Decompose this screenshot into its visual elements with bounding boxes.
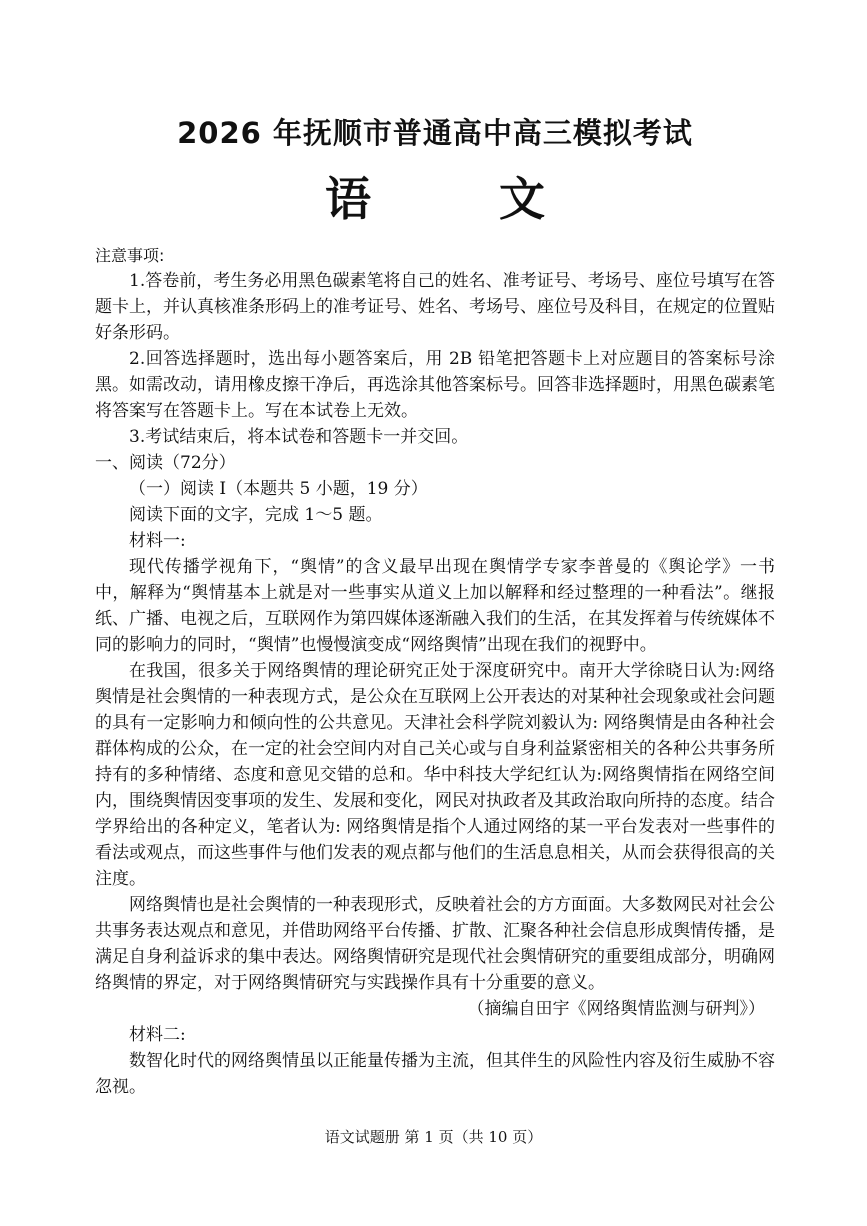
- notice-item-3: 3.考试结束后，将本试卷和答题卡一并交回。: [129, 427, 469, 447]
- page-footer: 语文试题册 第 1 页（共 10 页）: [324, 1128, 543, 1146]
- material-two-paragraph-1: 数智化时代的网络舆情虽以正能量传播为主流，但其伴生的风险性内容及衍生威胁不容忽视。: [95, 1051, 775, 1097]
- notice-heading: 注意事项:: [95, 246, 165, 265]
- exam-page: [95, 110, 775, 1100]
- material-one-label: 材料一:: [129, 531, 186, 551]
- subject-title: 语 文: [324, 172, 601, 226]
- material-two-label: 材料二:: [129, 1025, 186, 1045]
- sub-section-heading: （一）阅读 I（本题共 5 小题，19 分）: [129, 479, 428, 499]
- exam-title: 2026 年抚顺市普通高中高三模拟考试: [177, 116, 693, 150]
- reading-instruction: 阅读下面的文字，完成 1～5 题。: [129, 505, 383, 525]
- reading-section: [95, 450, 775, 1100]
- section-heading: 一、阅读（72分）: [95, 453, 236, 473]
- notice-section: [95, 244, 775, 450]
- notice-item-1: 1.答卷前，考生务必用黑色碳素笔将自己的姓名、准考证号、考场号、座位号填写在答题卡上，并认真核准条形码上的准考证号、姓名、考场号、座位号及科目，在规定的位置贴好条形码。: [95, 271, 775, 343]
- material-one-source: （摘编自田宇《网络舆情监测与研判》）: [467, 999, 765, 1019]
- material-one-paragraph-2: 在我国，很多关于网络舆情的理论研究正处于深度研究中。南开大学徐晓日认为:网络舆情是社会舆情的一种表现方式，是公众在互联网上公开表达的对某种社会现象或社会问题的具有一定影响力和倾向性的公共意见。天津社会科学院刘毅认为: 网络舆情是由各种社会群体构成的公众，在一定的社会空间内对自己关心或与自身利益紧密相关的各种公共事务所持有的多种情绪、态度和意见交错的总和。华中科技大学纪红认为:网络舆情指在网络空间内，围绕舆情因变事项的发生、发展和变化，网民对执政者及其政治取向所持的态度。结合学界给出的各种定义，笔者认为: 网络舆情是指个人通过网络的某一平台发表对一些事件的看法或观点，而这些事件与他们发表的观点都与他们的生活息息相关，从而会获得很高的关注度。: [95, 661, 775, 889]
- notice-item-2: 2.回答选择题时，选出每小题答案后，用 2B 铅笔把答题卡上对应题目的答案标号涂黑。如需改动，请用橡皮擦干净后，再选涂其他答案标号。回答非选择题时，用黑色碳素笔将答案写在答题卡上。写在本试卷上无效。: [95, 349, 775, 421]
- material-one-paragraph-3: 网络舆情也是社会舆情的一种表现形式，反映着社会的方方面面。大多数网民对社会公共事务表达观点和意见，并借助网络平台传播、扩散、汇聚各种社会信息形成舆情传播，是满足自身利益诉求的集中表达。网络舆情研究是现代社会舆情研究的重要组成部分，明确网络舆情的界定，对于网络舆情研究与实践操作具有十分重要的意义。: [95, 895, 775, 993]
- material-one-paragraph-1: 现代传播学视角下，“舆情”的含义最早出现在舆情学专家李普曼的《舆论学》一书中，解释为“舆情基本上就是对一些事实从道义上加以解释和经过整理的一种看法”。继报纸、广播、电视之后，互联网作为第四媒体逐渐融入我们的生活，在其发挥着与传统媒体不同的影响力的同时，“舆情”也慢慢演变成“网络舆情”出现在我们的视野中。: [95, 557, 775, 655]
